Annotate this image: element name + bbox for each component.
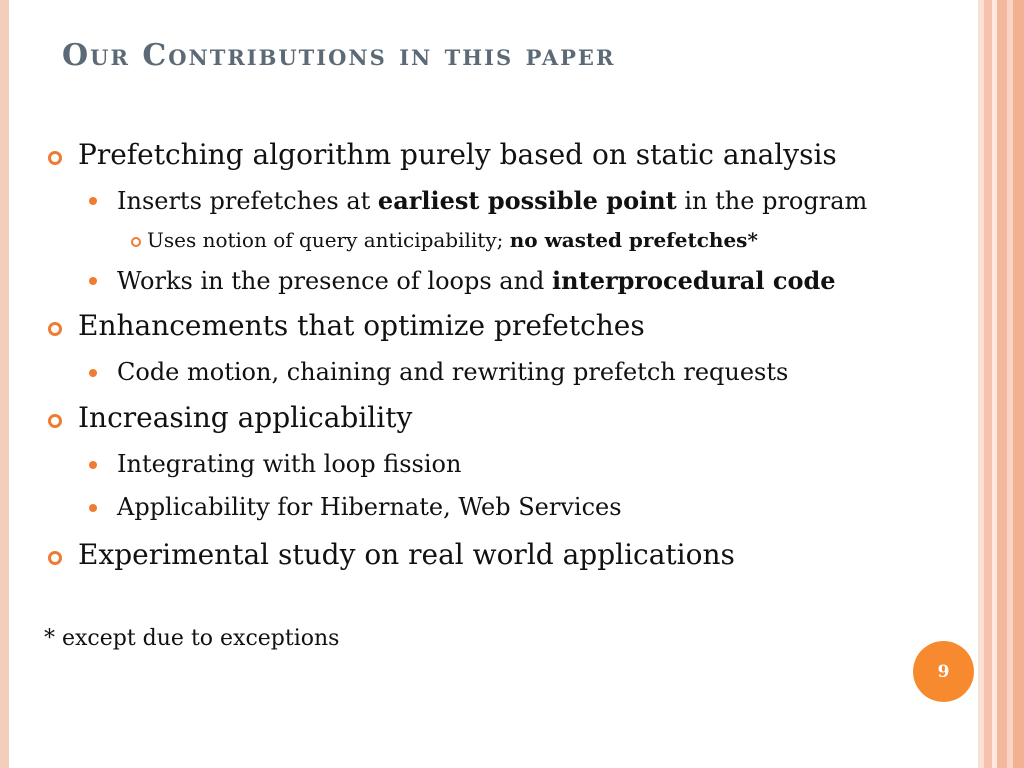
bullet-dot-icon: [89, 369, 97, 377]
bullet-level1: Increasing applicability: [78, 401, 413, 434]
bullet-ring-icon: [48, 551, 62, 565]
bullet-level2: [117, 186, 867, 215]
bullet-dot-icon: [89, 277, 97, 285]
bullet-text: in the program: [676, 187, 868, 215]
left-border-decoration: [0, 0, 9, 768]
bullet-level1: Experimental study on real world applications: [78, 538, 735, 571]
bullet-ring-icon: [48, 414, 62, 428]
bullet-dot-icon: [89, 197, 97, 205]
bullet-level3: [147, 228, 758, 252]
bullet-level2: Code motion, chaining and rewriting prefetch requests: [117, 358, 789, 386]
bullet-dot-icon: [89, 461, 97, 469]
slide-title: Our Contributions in this paper: [62, 38, 616, 73]
bullet-level2: [117, 266, 836, 295]
right-stripe-decoration: [997, 0, 1007, 768]
page-number-badge: [913, 641, 974, 702]
footnote: * except due to exceptions: [44, 626, 340, 651]
bullet-emphasis: interprocedural code: [552, 266, 836, 295]
bullet-emphasis: no wasted prefetches*: [509, 228, 758, 252]
bullet-level2: Integrating with loop fission: [117, 450, 462, 478]
bullet-emphasis: earliest possible point: [377, 186, 677, 215]
bullet-dot-icon: [89, 504, 97, 512]
bullet-level1: Enhancements that optimize prefetches: [78, 309, 645, 342]
bullet-ring-icon: [48, 151, 62, 165]
right-stripe-decoration: [984, 0, 992, 768]
page-number: 9: [937, 661, 950, 682]
bullet-text: Inserts prefetches at: [117, 187, 378, 215]
bullet-ring-icon: [48, 322, 62, 336]
bullet-level1: Prefetching algorithm purely based on static analysis: [78, 138, 837, 171]
right-stripe-decoration: [1013, 0, 1024, 768]
bullet-text: Uses notion of query anticipability;: [147, 228, 510, 252]
bullet-text: Works in the presence of loops and: [117, 267, 553, 295]
bullet-ring-small-icon: [131, 237, 141, 247]
bullet-level2: Applicability for Hibernate, Web Services: [117, 493, 622, 521]
